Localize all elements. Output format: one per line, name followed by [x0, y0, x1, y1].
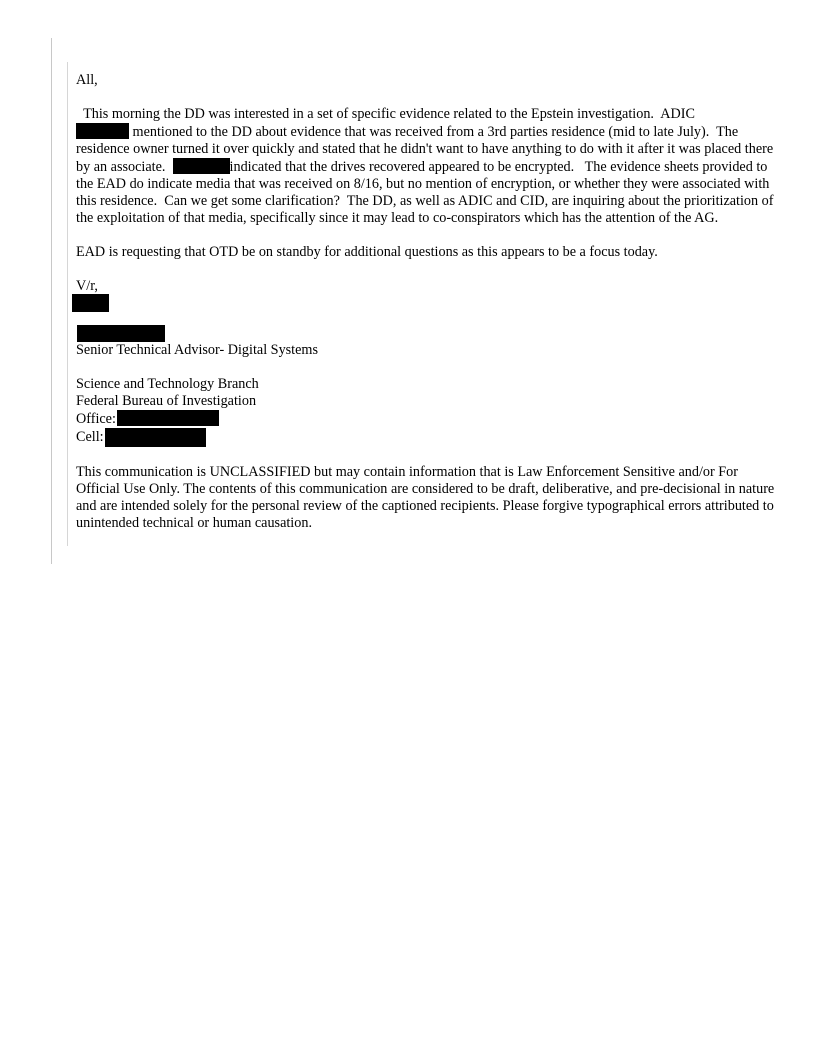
redaction-box	[173, 158, 230, 174]
signature-title: Senior Technical Advisor- Digital Systems	[76, 342, 318, 358]
quote-border	[51, 38, 52, 564]
paragraph-text-2: mentioned to the DD about evidence that was received from a 3rd parties residence (mid to late July). The residence owner turned it over quickly and stated that he didn't want to have anything to do with it after it was placed there by an associate.	[76, 124, 777, 175]
redaction-box	[77, 325, 165, 342]
paragraph-text-1: This morning the DD was interested in a set of specific evidence related to the Epstein investigation. ADIC	[76, 106, 695, 122]
closing: V/r,	[76, 278, 98, 294]
signature-cell	[76, 428, 776, 447]
office-label: Office:	[76, 411, 116, 427]
redaction-box	[72, 294, 109, 312]
redaction-box	[105, 428, 206, 447]
paragraph-evidence	[76, 106, 776, 227]
quote-border-inner	[67, 62, 68, 546]
paragraph-standby: EAD is requesting that OTD be on standby for additional questions as this appears to be a focus today.	[76, 244, 658, 260]
paragraph-text-3: indicated that the drives recovered appeared to be encrypted. The evidence sheets provided to the EAD do indicate media that was received on 8/16, but no mention of encryption, or whether they were associated with this residence. Can we get some clarification? The DD, as well as ADIC and CID, are inquiring about the prioritization of the exploitation of that media, specifically since it may lead to co-conspirators which has the attention of the AG.	[76, 159, 778, 226]
cell-label: Cell:	[76, 429, 104, 445]
signature-branch: Science and Technology Branch	[76, 376, 259, 392]
signature-office	[76, 410, 776, 428]
greeting: All,	[76, 72, 98, 88]
signature-agency: Federal Bureau of Investigation	[76, 393, 257, 409]
email-body	[76, 72, 776, 532]
disclaimer: This communication is UNCLASSIFIED but may contain information that is Law Enforcement Sensitive and/or For Official Use Only. The contents of this communication are considered to be draft, deliberative, and pre-decisional in nature and are intended solely for the personal review of the captioned recipients. Please forgive typographical errors attributed to unintended technical or human causation.	[76, 464, 775, 531]
redaction-box	[76, 123, 129, 139]
redaction-box	[117, 410, 219, 426]
